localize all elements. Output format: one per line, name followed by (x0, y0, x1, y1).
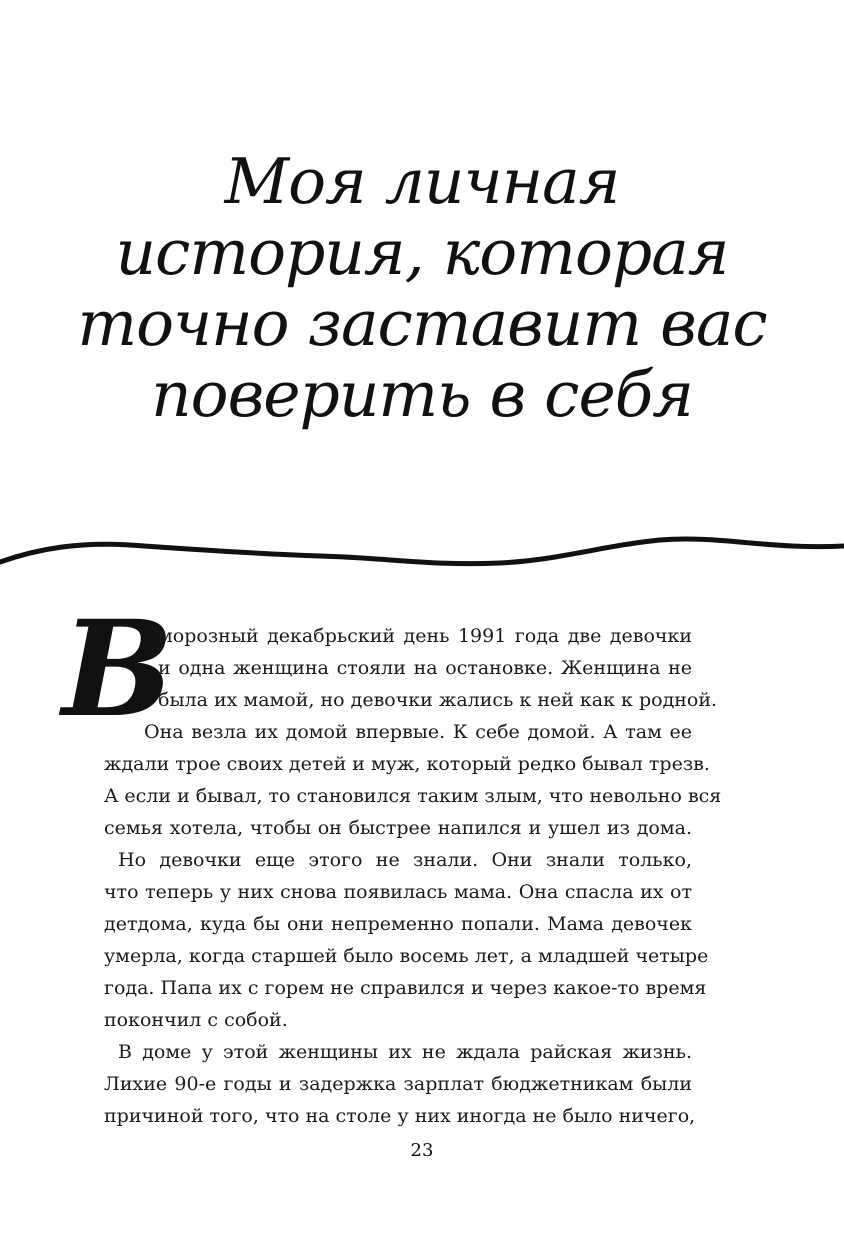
chapter-title-line: точно заставит вас (77, 287, 767, 361)
body-line: умерла, когда старшей было восемь лет, а младшей четыре (104, 945, 709, 967)
body-line: морозный декабрьский день 1991 года две девочки (158, 625, 692, 647)
body-line: Она везла их домой впервые. К себе домой. А там ее (144, 721, 692, 743)
chapter-title (60, 146, 784, 430)
body-line: была их мамой, но девочки жались к ней как к родной. (158, 689, 718, 711)
body-line: В доме у этой женщины их не ждала райская жизнь. (118, 1041, 692, 1063)
body-line: Лихие 90-е годы и задержка зарплат бюджетникам были (104, 1073, 692, 1095)
page-number: 23 (410, 1140, 434, 1161)
chapter-title-line: история, которая (115, 216, 729, 290)
body-line: что теперь у них снова появилась мама. Она спасла их от (104, 881, 692, 903)
drop-cap: В (62, 592, 174, 747)
chapter-title-line: поверить в себя (151, 358, 693, 432)
wavy-divider (0, 520, 844, 570)
chapter-title-line: Моя личная (224, 145, 620, 219)
body-line: покончил с собой. (104, 1009, 288, 1031)
body-line: Но девочки еще этого не знали. Они знали только, (118, 849, 692, 871)
body-line: и одна женщина стояли на остановке. Женщина не (158, 657, 692, 679)
body-line: причиной того, что на столе у них иногда не было ничего, (104, 1105, 696, 1127)
body-line: года. Папа их с горем не справился и через какое-то время (104, 977, 707, 999)
body-line: семья хотела, чтобы он быстрее напился и ушел из дома. (104, 817, 692, 839)
body-line: А если и бывал, то становился таким злым, что невольно вся (104, 785, 722, 807)
body-line: ждали трое своих детей и муж, который редко бывал трезв. (104, 753, 710, 775)
body-line: детдома, куда бы они непременно попали. Мама девочек (104, 913, 692, 935)
